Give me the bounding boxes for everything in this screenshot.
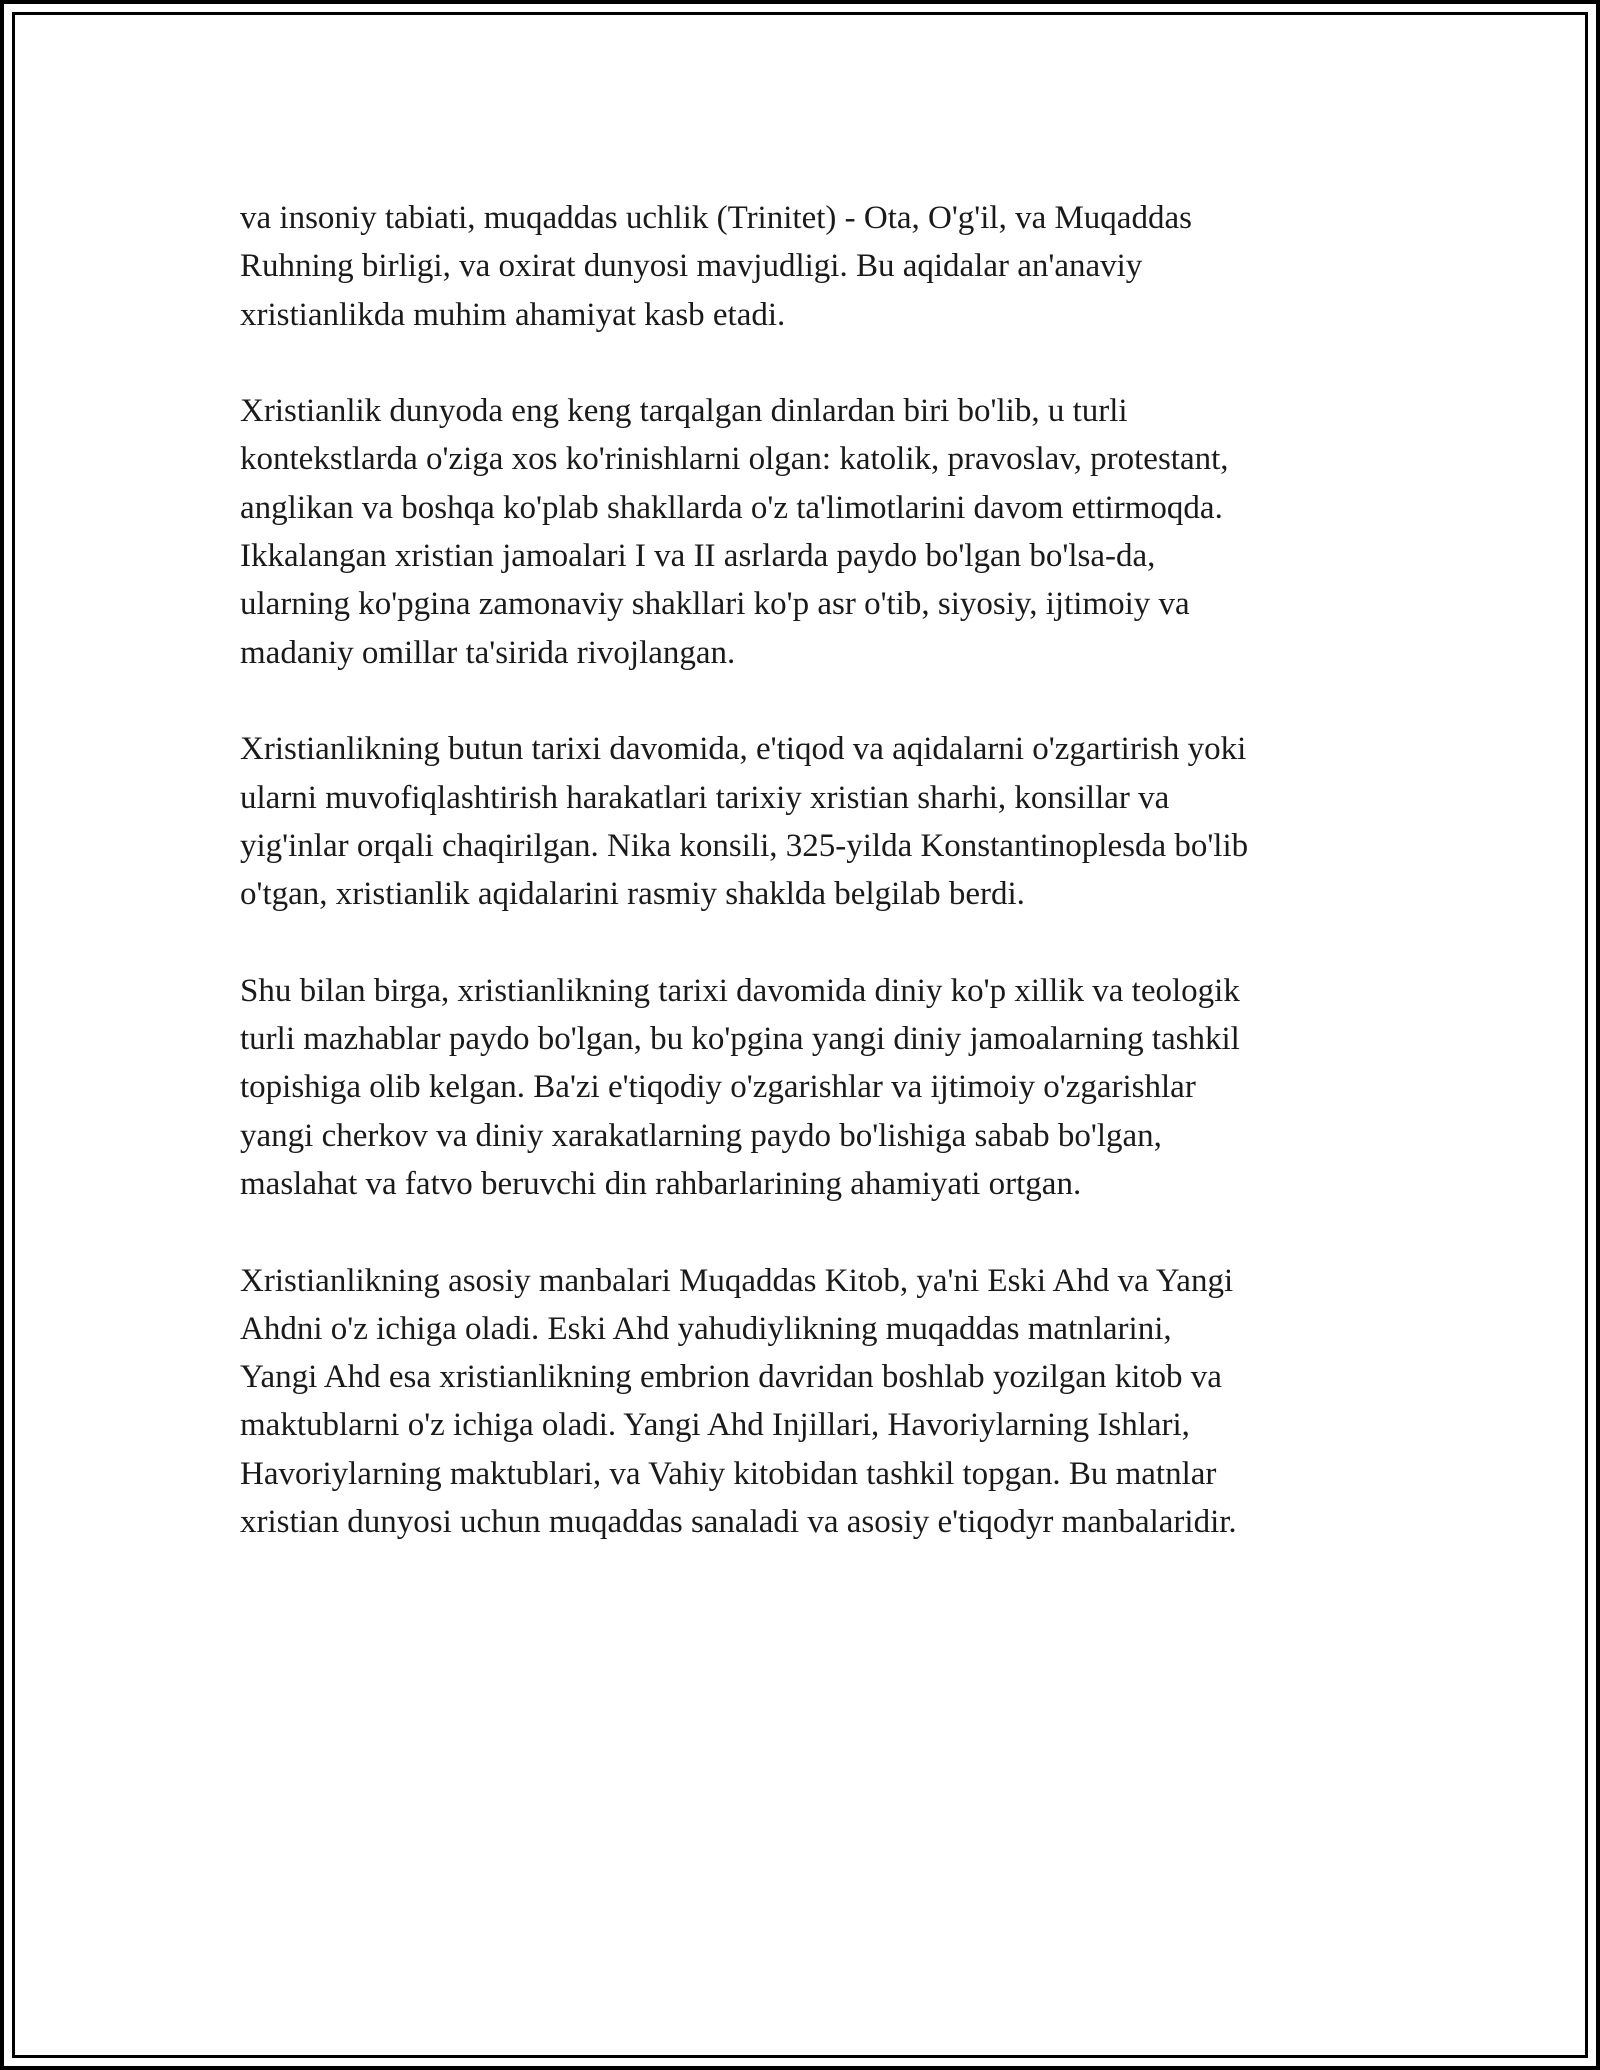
- paragraph-3: Xristianlikning butun tarixi davomida, e'tiqod va aqidalarni o'zgartirish yoki ularni muvofiqlashtirish harakatlari tarixiy xristian sharhi, konsillar va yig'inlar orqali chaqirilgan. Nika konsili, 325-yilda Konstantinoplesda bo'lib o'tgan, xristianlik aqidalarini rasmiy shaklda belgilab berdi.: [240, 731, 1249, 913]
- paragraph-5: Xristianlikning asosiy manbalari Muqaddas Kitob, ya'ni Eski Ahd va Yangi Ahdni o'z ichiga oladi. Eski Ahd yahudiylikning muqaddas matnlarini, Yangi Ahd esa xristianlikning embrion davridan boshlab yozilgan kitob va maktublarni o'z ichiga oladi. Yangi Ahd Injillari, Havoriylarning Ishlari, Havoriylarning maktublari, va Vahiy kitobidan tashkil topgan. Bu matnlar xristian dunyosi uchun muqaddas sanaladi va asosiy e'tiqodyr manbalaridir.: [240, 1262, 1237, 1541]
- paragraph-1: va insoniy tabiati, muqaddas uchlik (Trinitet) - Ota, O'g'il, va Muqaddas Ruhning birligi, va oxirat dunyosi mavjudligi. Bu aqidalar an'anaviy xristianlikda muhim ahamiyat kasb etadi.: [240, 200, 1192, 333]
- document-body: [240, 194, 1370, 1546]
- paragraph-4: Shu bilan birga, xristianlikning tarixi davomida diniy ko'p xillik va teologik turli mazhablar paydo bo'lgan, bu ko'pgina yangi diniy jamoalarning tashkil topishiga olib kelgan. Ba'zi e'tiqodiy o'zgarishlar va ijtimoiy o'zgarishlar yangi cherkov va diniy xarakatlarning paydo bo'lishiga sabab bo'lgan, maslahat va fatvo beruvchi din rahbarlarining ahamiyati ortgan.: [240, 972, 1240, 1202]
- paragraph-2: Xristianlik dunyoda eng keng tarqalgan dinlardan biri bo'lib, u turli kontekstlarda o'ziga xos ko'rinishlarni olgan: katolik, pravoslav, protestant, anglikan va boshqa ko'plab shakllarda o'z ta'limotlarini davom ettirmoqda. Ikkalangan xristian jamoalari I va II asrlarda paydo bo'lgan bo'lsa-da, ularning ko'pgina zamonaviy shakllari ko'p asr o'tib, siyosiy, ijtimoiy va madaniy omillar ta'sirida rivojlangan.: [240, 393, 1229, 671]
